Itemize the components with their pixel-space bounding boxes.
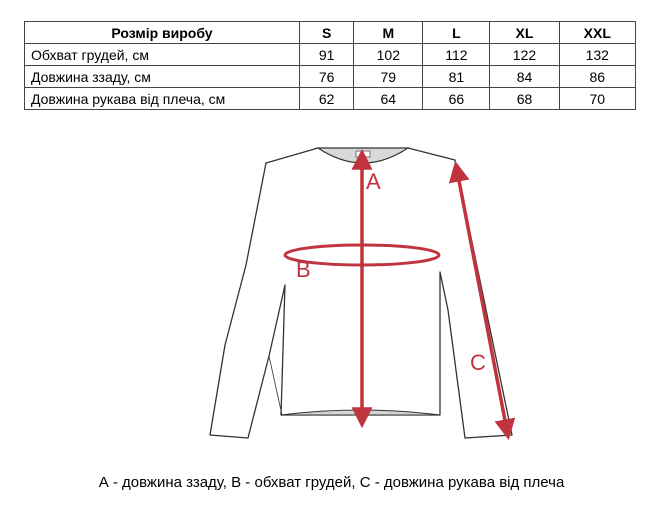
cell-value: 76 — [300, 66, 354, 88]
arrow-c-sleeve-length — [456, 165, 508, 436]
header-size: Розмір виробу — [25, 22, 300, 44]
cell-value: 81 — [423, 66, 490, 88]
cell-value: 91 — [300, 44, 354, 66]
header-m: M — [354, 22, 423, 44]
cell-value: 70 — [559, 88, 635, 110]
cell-value: 62 — [300, 88, 354, 110]
cell-value: 132 — [559, 44, 635, 66]
label-b: B — [296, 257, 311, 282]
legend-caption: А - довжина ззаду, В - обхват грудей, С - довжина рукава від плеча — [98, 474, 565, 491]
row-label: Обхват грудей, см — [25, 44, 300, 66]
cell-value: 64 — [354, 88, 423, 110]
row-label: Довжина рукава від плеча, см — [25, 88, 300, 110]
cell-value: 112 — [423, 44, 490, 66]
cell-value: 68 — [490, 88, 559, 110]
cell-value: 79 — [354, 66, 423, 88]
cell-value: 86 — [559, 66, 635, 88]
cell-value: 66 — [423, 88, 490, 110]
header-xxl: XXL — [559, 22, 635, 44]
label-c: C — [470, 350, 486, 375]
header-xl: XL — [490, 22, 559, 44]
label-a: A — [366, 169, 381, 194]
cell-value: 84 — [490, 66, 559, 88]
row-label: Довжина ззаду, см — [25, 66, 300, 88]
cell-value: 102 — [354, 44, 423, 66]
header-s: S — [300, 22, 354, 44]
cell-value: 122 — [490, 44, 559, 66]
header-l: L — [423, 22, 490, 44]
